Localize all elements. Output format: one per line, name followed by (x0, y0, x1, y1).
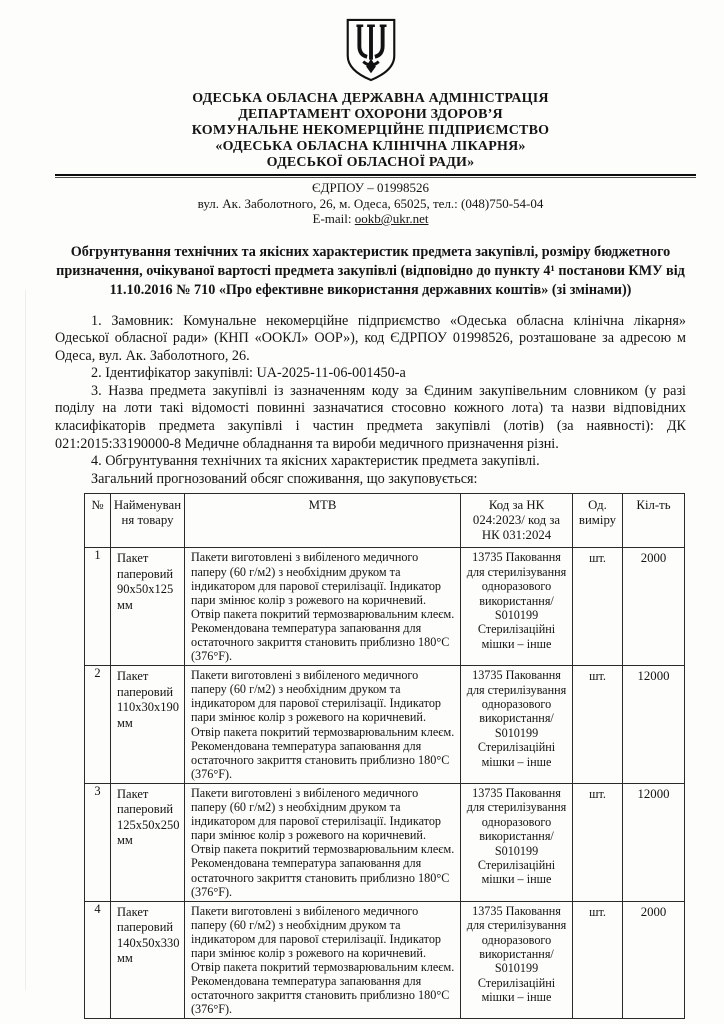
paragraph-customer: 1. Замовник: Комунальне некомерційне підприємство «Одеська обласна клінічна лікарня» Одеської обласної ради» (КНП «ООКЛ» ООР»), код ЄДРПОУ 01998526, розташоване за адресою м Одеса, вул. Ак. Заболотного, 26. (55, 312, 686, 364)
col-header-code: Код за НК 024:2023/ код за НК 031:2024 (461, 494, 573, 548)
col-header-qty: Кіл-ть (623, 494, 685, 548)
row-number: 3 (85, 783, 111, 901)
header-divider (55, 174, 696, 178)
org-line-enterprise: КОМУНАЛЬНЕ НЕКОМЕРЦІЙНЕ ПІДПРИЄМСТВО (191, 123, 550, 138)
product-unit: шт. (573, 901, 623, 1019)
table-row (85, 666, 685, 784)
document-title: Обгрунтування технічних та якісних характеристик предмета закупівлі, розміру бюджетного призначення, очікуваної вартості предмета закупівлі (відповідно до пункту 4¹ постанови КМУ від 11.10.2016 № 710 «Про ефективне використання державних коштів» (зі змінами)) (56, 243, 685, 298)
row-number: 2 (85, 666, 111, 784)
product-description: Пакети виготовлені з вибіленого медичного паперу (60 г/м2) з необхідним друком та індикатором для парової стерилізації. Індикатор пари змінює колір з рожевого на коричневий. Отвір пакета покритий термозварювальним клеєм. Рекомендована температура запаювання для остаточного закриття становить приблизно 180°С (376°F). (185, 666, 461, 784)
col-header-name: Найменування товару (111, 494, 185, 548)
product-code: 13735 Паковання для стерилізування одноразового використання/ S010199 Стерилізаційні мішки – інше (461, 548, 573, 666)
org-line-council: ОДЕСЬКОЇ ОБЛАСНОЇ РАДИ» (266, 155, 475, 170)
org-header (55, 91, 686, 171)
product-unit: шт. (573, 783, 623, 901)
col-header-number: № (85, 494, 111, 548)
paragraph-volume-intro: Загальний прогнозований обсяг споживання, що закуповується: (91, 470, 478, 487)
col-header-unit: Од. виміру (573, 494, 623, 548)
table-header-row (85, 494, 685, 548)
row-number: 4 (85, 901, 111, 1019)
table-row (85, 901, 685, 1019)
product-name: Пакет паперовий 110х30х190 мм (111, 666, 185, 784)
product-quantity: 2000 (623, 901, 685, 1019)
emblem-container (55, 18, 686, 87)
paragraph-justification: 4. Обгрунтування технічних та якісних характеристик предмета закупівлі. (91, 453, 540, 470)
paragraph-procurement-id: 2. Ідентифікатор закупівлі: UA-2025-11-06-001450-a (91, 365, 406, 382)
product-quantity: 12000 (623, 666, 685, 784)
product-quantity: 12000 (623, 783, 685, 901)
product-code: 13735 Паковання для стерилізування одноразового використання/ S010199 Стерилізаційні мішки – інше (461, 783, 573, 901)
product-quantity: 2000 (623, 548, 685, 666)
scan-artifact-line (25, 290, 26, 990)
table-row (85, 548, 685, 666)
product-name: Пакет паперовий 125х50х250 мм (111, 783, 185, 901)
table-row (85, 783, 685, 901)
product-description: Пакети виготовлені з вибіленого медичного паперу (60 г/м2) з необхідним друком та індикатором для парової стерилізації. Індикатор пари змінює колір з рожевого на коричневий. Отвір пакета покритий термозварювальним клеєм. Рекомендована температура запаювання для остаточного закриття становить приблизно 180°С (376°F). (185, 783, 461, 901)
product-name: Пакет паперовий 90х50х125мм (111, 548, 185, 666)
product-code: 13735 Паковання для стерилізування одноразового використання/ S010199 Стерилізаційні мішки – інше (461, 666, 573, 784)
edrpou-line: ЄДРПОУ – 01998526 (312, 180, 429, 195)
contact-block (55, 180, 686, 227)
ukraine-trident-emblem-icon (343, 69, 399, 86)
email-line (55, 211, 686, 227)
product-code: 13735 Паковання для стерилізування одноразового використання/ S010199 Стерилізаційні мішки – інше (461, 901, 573, 1019)
row-number: 1 (85, 548, 111, 666)
email-address: ookb@ukr.net (354, 211, 429, 226)
org-line-administration: ОДЕСЬКА ОБЛАСНА ДЕРЖАВНА АДМІНІСТРАЦІЯ (192, 91, 549, 106)
document-body (55, 313, 686, 489)
product-unit: шт. (573, 666, 623, 784)
col-header-mtb: МТВ (185, 494, 461, 548)
product-description: Пакети виготовлені з вибіленого медичного паперу (60 г/м2) з необхідним друком та індикатором для парової стерилізації. Індикатор пари змінює колір з рожевого на коричневий. Отвір пакета покритий термозварювальним клеєм. Рекомендована температура запаювання для остаточного закриття становить приблизно 180°С (376°F). (185, 901, 461, 1019)
goods-table (84, 493, 685, 1019)
product-unit: шт. (573, 548, 623, 666)
product-description: Пакети виготовлені з вибіленого медичного паперу (60 г/м2) з необхідним друком та індикатором для парової стерилізації. Індикатор пари змінює колір з рожевого на коричневий. Отвір пакета покритий термозварювальним клеєм. Рекомендована температура запаювання для остаточного закриття становить приблизно 180°С (376°F). (185, 548, 461, 666)
paragraph-subject-name: 3. Назва предмета закупівлі із зазначенням коду за Єдиним закупівельним словником (у разі поділу на лоти такі відомості повинні зазначатися стосовно кожного лота) та назви відповідних класифікаторів предмета закупівлі і частин предмета закупівлі (лотів) (за наявності): ДК 021:2015:33190000-8 Медичне обладнання та вироби медичного призначення різні. (55, 382, 686, 452)
product-name: Пакет паперовий 140х50х330 мм (111, 901, 185, 1019)
email-label: E-mail: (312, 211, 355, 226)
address-line: вул. Ак. Заболотного, 26, м. Одеса, 65025, тел.: (048)750-54-04 (197, 195, 544, 211)
org-line-department: ДЕПАРТАМЕНТ ОХОРОНИ ЗДОРОВ’Я (238, 107, 503, 122)
org-line-hospital: «ОДЕСЬКА ОБЛАСНА КЛІНІЧНА ЛІКАРНЯ» (215, 139, 526, 154)
